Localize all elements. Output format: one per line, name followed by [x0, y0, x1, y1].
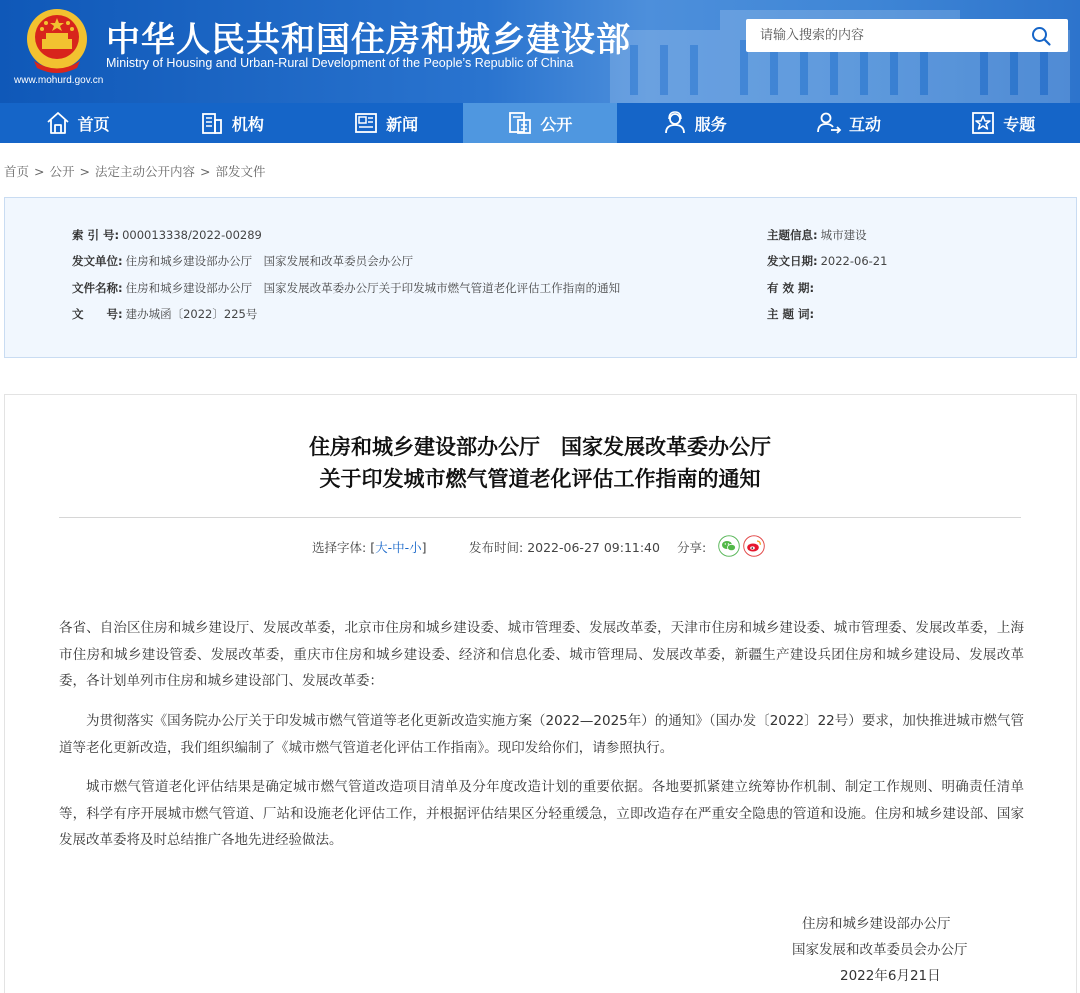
breadcrumb-statutory[interactable]: 法定主动公开内容: [95, 164, 196, 179]
site-header: [0, 0, 1080, 103]
meta-topic-value: 城市建设: [820, 228, 867, 242]
publish-time-label: 发布时间:: [469, 540, 524, 555]
font-size-dash: -: [387, 540, 393, 555]
font-size-medium[interactable]: 中: [392, 540, 405, 555]
meta-docname: [72, 280, 620, 296]
search-input[interactable]: [746, 19, 1026, 52]
meta-keywords: [767, 306, 817, 322]
font-size-selector: [312, 538, 427, 556]
meta-index-label: 索 引 号:: [72, 228, 120, 242]
meta-index-value: 000013338/2022-00289: [122, 228, 262, 242]
national-emblem-icon: [22, 6, 92, 76]
meta-validity-label: 有 效 期:: [767, 281, 815, 295]
nav-item-label: 专题: [1003, 114, 1036, 134]
breadcrumb: [4, 162, 266, 180]
title-divider: [59, 517, 1021, 518]
meta-docname-value: 住房和城乡建设部办公厅 国家发展改革委办公厅关于印发城市燃气管道老化评估工作指南的通知: [125, 281, 621, 295]
signature-mohurd: 住房和城乡建设部办公厅: [802, 916, 951, 932]
nav-item-label: 机构: [231, 114, 264, 134]
font-size-large[interactable]: 大: [375, 540, 388, 555]
interaction-icon: [816, 110, 842, 136]
main-nav: [0, 103, 1080, 143]
meta-index: [72, 227, 262, 243]
breadcrumb-ministry-docs[interactable]: 部发文件: [215, 164, 266, 179]
nav-item-institutions[interactable]: [154, 103, 308, 143]
nav-item-home[interactable]: [0, 103, 154, 143]
search-box: [746, 19, 1068, 52]
font-size-label: 选择字体:: [312, 540, 367, 555]
meta-keywords-label: 主 题 词:: [767, 307, 815, 321]
nav-item-label: 公开: [540, 114, 573, 134]
star-icon: [970, 110, 996, 136]
meta-date-value: 2022-06-21: [820, 254, 888, 268]
nav-item-label: 互动: [848, 114, 881, 134]
breadcrumb-separator: >: [34, 164, 45, 179]
meta-docname-label: 文件名称:: [72, 281, 123, 295]
meta-validity: [767, 280, 817, 296]
home-icon: [45, 110, 71, 136]
nav-item-service[interactable]: [617, 103, 771, 143]
article-title-line-2: 关于印发城市燃气管道老化评估工作指南的通知: [319, 467, 761, 491]
site-url: www.mohurd.gov.cn: [14, 75, 104, 86]
site-subtitle: Ministry of Housing and Urban-Rural Development of the People’s Republic of China: [106, 56, 574, 70]
site-title: 中华人民共和国住房和城乡建设部: [106, 20, 631, 60]
signature-ndrc: 国家发展和改革委员会办公厅: [792, 942, 968, 958]
share-bar: [677, 538, 706, 556]
nav-item-interaction[interactable]: [771, 103, 925, 143]
publish-time: [469, 538, 660, 556]
article-title: [0, 431, 1080, 495]
font-size-small[interactable]: 小: [409, 540, 422, 555]
document-icon: [507, 110, 533, 136]
font-size-dash: -: [404, 540, 410, 555]
salutation: 各省、自治区住房和城乡建设厅、发展改革委，北京市住房和城乡建设委、城市管理委、发展改革委，天津市住房和城乡建设委、城市管理委、发展改革委，上海市住房和城乡建设管委、发展改革委，重庆市住房和城乡建设委、经济和信息化委、城市管理局、发展改革委，新疆生产建设兵团住房和城乡建设局、发展改革委，各计划单列市住房和城乡建设部门、发展改革委：: [59, 620, 1024, 689]
share-label: 分享:: [677, 540, 707, 555]
meta-docno-label: 文 号:: [72, 307, 123, 321]
breadcrumb-home[interactable]: 首页: [4, 164, 30, 179]
publish-time-value: 2022-06-27 09:11:40: [527, 540, 660, 555]
body-paragraph-1: 为贯彻落实《国务院办公厅关于印发城市燃气管道等老化更新改造实施方案（2022—2025年）的通知》（国办发〔2022〕22号）要求，加快推进城市燃气管道等老化更新改造，我们组织编制了《城市燃气管道老化评估工作指南》。现印发给你们，请参照执行。: [59, 713, 1024, 756]
signature-date: 2022年6月21日: [840, 968, 941, 984]
news-icon: [353, 110, 379, 136]
building-icon: [199, 110, 225, 136]
breadcrumb-separator: >: [79, 164, 90, 179]
meta-date: [767, 253, 887, 269]
meta-issuer-value: 住房和城乡建设部办公厅 国家发展和改革委员会办公厅: [125, 254, 414, 268]
meta-docno-value: 建办城函〔2022〕225号: [125, 307, 258, 321]
body-paragraph-2: 城市燃气管道老化评估结果是确定城市燃气管道改造项目清单及分年度改造计划的重要依据。各地要抓紧建立统筹协作机制、制定工作规则、明确责任清单等，科学有序开展城市燃气管道、厂站和设施老化评估工作，并根据评估结果区分轻重缓急，立即改造存在严重安全隐患的管道和设施。住房和城乡建设部、国家发展改革委将及时总结推广各地先进经验做法。: [59, 779, 1024, 848]
nav-item-public[interactable]: [463, 103, 617, 143]
meta-date-label: 发文日期:: [767, 254, 818, 268]
breadcrumb-separator: >: [200, 164, 211, 179]
nav-item-label: 服务: [694, 114, 727, 134]
nav-item-topics[interactable]: [926, 103, 1080, 143]
meta-issuer-label: 发文单位:: [72, 254, 123, 268]
meta-topic-label: 主题信息:: [767, 228, 818, 242]
article-toolbar: [0, 534, 1080, 558]
font-bracket-close: ]: [421, 540, 427, 555]
nav-item-news[interactable]: [309, 103, 463, 143]
meta-docno: [72, 306, 257, 322]
meta-topic: [767, 227, 867, 243]
wechat-share-icon[interactable]: [718, 535, 740, 557]
service-icon: [662, 110, 688, 136]
nav-item-label: 首页: [77, 114, 110, 134]
meta-issuer: [72, 253, 413, 269]
breadcrumb-public[interactable]: 公开: [49, 164, 75, 179]
nav-item-label: 新闻: [386, 114, 419, 134]
article-title-line-1: 住房和城乡建设部办公厅 国家发展改革委办公厅: [309, 435, 771, 459]
document-meta-box: [4, 197, 1077, 358]
weibo-share-icon[interactable]: [743, 535, 765, 557]
font-bracket-open: [: [370, 540, 376, 555]
search-icon[interactable]: [1030, 25, 1052, 47]
